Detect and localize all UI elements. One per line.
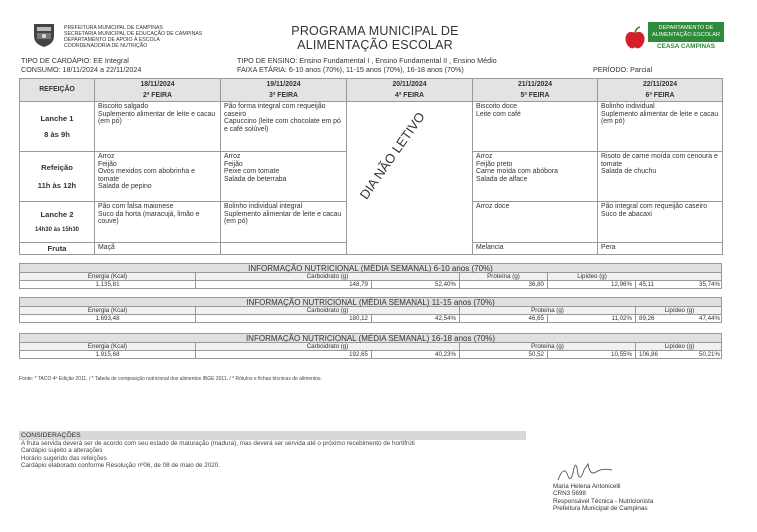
row-time: 11h às 12h: [37, 180, 77, 190]
carb-label: Carboidrato (g): [196, 307, 460, 314]
menu-item: Biscoito doce: [476, 103, 517, 110]
menu-item: Arroz: [476, 153, 493, 160]
carb-grams: 148,79: [196, 281, 372, 288]
energia-label: Energia (Kcal): [20, 343, 196, 350]
day-header: [221, 79, 347, 102]
carb-percent: 40,23%: [372, 351, 460, 358]
day-date: 18/11/2024: [140, 80, 175, 88]
lip-percent: 47,44%: [699, 315, 720, 322]
prot-percent: 11,02%: [548, 315, 636, 322]
holiday-text: DIA NÃO LETIVO: [356, 109, 428, 202]
row-label: [20, 202, 95, 243]
row-time: 14h30 às 15h30: [34, 226, 80, 233]
signer-name: Maria Helena Antonicelli: [553, 483, 621, 490]
lip-values: [636, 281, 723, 288]
signer-org: Prefeitura Municipal de Campinas: [553, 505, 648, 513]
menu-item: Feijão: [98, 160, 117, 168]
prot-label: Proteína (g): [460, 273, 548, 280]
energia-value: 1.135,81: [20, 281, 196, 288]
lip-percent: 35,74%: [699, 281, 720, 288]
signer-role: Responsável Técnica - Nutricionista: [553, 497, 654, 505]
menu-item: Suplemento alimentar de leite e cacau (em pó): [98, 110, 216, 126]
day-header: [473, 79, 598, 102]
source-note: Fonte: * TACO 4ª Edição 2011. / * Tabela de composição nutricional dos alimentos IBGE 2011. / * Rótulos e fichas técnicas de alimentos.: [19, 376, 322, 382]
energia-label: Energia (Kcal): [20, 273, 196, 280]
menu-item: Carne moída com abóbora: [476, 168, 558, 176]
menu-item: Risoto de carne moída com cenoura e tomate: [601, 153, 718, 168]
menu-item: Peixe com tomate: [224, 168, 280, 176]
nutrition-header-row: [19, 273, 722, 281]
day-header: [598, 79, 723, 102]
menu-item: Feijão: [224, 160, 243, 168]
lip-label: Lipídeo (g): [577, 273, 607, 280]
table-row: [20, 102, 723, 152]
lip-grams: 45,11: [639, 281, 655, 288]
lip-grams: 89,26: [639, 315, 655, 322]
prot-grams: 36,80: [460, 281, 548, 288]
nutrition-title: INFORMAÇÃO NUTRICIONAL (MÉDIA SEMANAL) 16-18 anos (70%): [19, 333, 722, 343]
consideracao-line: Cardápio sujeito a alterações: [21, 447, 103, 455]
carb-grams: 180,12: [196, 315, 372, 322]
day-header: [347, 79, 473, 102]
faixa-etaria: FAIXA ETÁRIA: 6-10 anos (70%), 11-15 anos (70%), 16-18 anos (70%): [237, 65, 464, 74]
menu-cell: Pera: [598, 243, 723, 255]
menu-cell: [95, 152, 221, 202]
prot-percent: 12,96%: [548, 281, 636, 288]
department-logo: [624, 22, 724, 54]
row-time: 8 às 9h: [44, 129, 70, 139]
menu-item: Arroz: [224, 153, 241, 160]
menu-cell: Maçã: [95, 243, 221, 255]
consideracao-line: Cardápio elaborado conforme Resolução nº06, de 08 de maio de 2020.: [21, 462, 221, 470]
day-weekday: 6ª FEIRA: [645, 91, 675, 99]
row-label-text: Lanche 1: [40, 113, 74, 123]
day-header: [95, 79, 221, 102]
page-title: [255, 24, 495, 52]
lip-values: [636, 351, 723, 358]
day-weekday: 3ª FEIRA: [269, 91, 298, 99]
day-date: 20/11/2024: [392, 80, 427, 88]
menu-item: Ovos mexidos com abobrinha e tomate: [98, 168, 195, 183]
badge-line-1: DEPARTAMENTO DE: [658, 25, 714, 31]
carb-grams: 192,65: [196, 351, 372, 358]
menu-item: Leite com café: [476, 110, 521, 118]
menu-item: Pão com falsa maionese: [98, 203, 174, 210]
signer-crn: CRN3 5698: [553, 490, 586, 498]
nutrition-value-row: [19, 281, 722, 289]
menu-cell: [473, 152, 598, 202]
consideracoes-list: [21, 440, 415, 470]
nutrition-header-row: [19, 307, 722, 315]
signature-block: [553, 483, 653, 513]
menu-item: Bolinho individual integral: [224, 203, 303, 210]
tipo-ensino: TIPO DE ENSINO: Ensino Fundamental I , Ensino Fundamental II , Ensino Médio: [237, 56, 497, 65]
prot-grams: 46,65: [460, 315, 548, 322]
apple-icon: [624, 26, 646, 50]
energia-value: 1.915,68: [20, 351, 196, 358]
menu-cell: [221, 243, 347, 255]
org-line: DEPARTAMENTO DE APOIO À ESCOLA: [64, 37, 160, 43]
nutrition-title: INFORMAÇÃO NUTRICIONAL (MÉDIA SEMANAL) 6-10 anos (70%): [19, 263, 722, 273]
energia-value: 1.693,48: [20, 315, 196, 322]
nutrition-title: INFORMAÇÃO NUTRICIONAL (MÉDIA SEMANAL) 11-15 anos (70%): [19, 297, 722, 307]
prot-grams: 50,52: [460, 351, 548, 358]
menu-item: Arroz: [98, 153, 115, 160]
badge-line-2: ALIMENTAÇÃO ESCOLAR: [652, 32, 720, 38]
carb-percent: 42,54%: [372, 315, 460, 322]
menu-item: Biscoito salgado: [98, 103, 149, 110]
menu-cell: [473, 102, 598, 152]
day-weekday: 2ª FEIRA: [143, 91, 172, 99]
lip-percent: 50,21%: [699, 351, 720, 358]
row-label-text: Refeição: [41, 162, 73, 172]
row-label-text: Lanche 2: [40, 209, 74, 219]
prot-label: Proteína (g): [460, 343, 636, 350]
menu-cell: [473, 202, 598, 243]
title-line-2: ALIMENTAÇÃO ESCOLAR: [297, 38, 453, 52]
row-label-text: Fruta: [20, 243, 95, 255]
consideracoes-title: CONSIDERAÇÕES: [19, 431, 526, 440]
menu-cell: [221, 202, 347, 243]
menu-cell: [221, 152, 347, 202]
prot-label: Proteína (g): [460, 307, 636, 314]
day-date: 22/11/2024: [642, 80, 678, 88]
menu-cell: [95, 102, 221, 152]
department-badge: [648, 22, 724, 42]
menu-cell: [221, 102, 347, 152]
lip-grams: 106,86: [639, 351, 658, 358]
carb-percent: 52,40%: [372, 281, 460, 288]
periodo: PERÍODO: Parcial: [593, 65, 653, 74]
menu-table: [19, 78, 723, 255]
menu-cell: [95, 202, 221, 243]
carb-label: Carboidrato (g): [196, 273, 460, 280]
tipo-cardapio: TIPO DE CARDÁPIO: EE Integral: [21, 56, 129, 65]
nutrition-block: [19, 263, 722, 289]
menu-item: Bolinho individual: [601, 103, 655, 110]
menu-cell: [598, 202, 723, 243]
org-line: COORDENADORIA DE NUTRIÇÃO: [64, 43, 148, 49]
menu-cell: [598, 102, 723, 152]
menu-item: Salada de pepino: [98, 183, 152, 191]
menu-cell: Melancia: [473, 243, 598, 255]
menu-item: Suco da horta (maracujá, limão e couve): [98, 210, 200, 226]
day-weekday: 4ª FEIRA: [395, 91, 424, 99]
consumo: CONSUMO: 18/11/2024 a 22/11/2024: [21, 65, 142, 74]
lip-label: Lipídeo (g): [664, 307, 695, 314]
day-weekday: 5ª FEIRA: [520, 91, 550, 99]
menu-item: Salada de chuchu: [601, 168, 657, 176]
menu-item: Feijão preto: [476, 160, 513, 168]
nutrition-header-row: [19, 343, 722, 351]
organization-lines: [64, 25, 202, 49]
menu-cell: [598, 152, 723, 202]
row-label: [20, 102, 95, 152]
holiday-cell: [347, 102, 473, 255]
menu-item: Suplemento alimentar de leite e cacau (em pó): [224, 210, 342, 226]
city-crest-logo: [30, 22, 58, 48]
nutrition-block: [19, 297, 722, 323]
nutrition-value-row: [19, 315, 722, 323]
day-date: 19/11/2024: [266, 80, 301, 88]
table-header-row: [20, 79, 723, 102]
ceasa-label: CEASA CAMPINAS: [657, 43, 715, 50]
menu-item: Salada de beterraba: [224, 175, 287, 183]
menu-item: Arroz doce: [476, 203, 510, 210]
menu-item: Suco de abacaxi: [601, 210, 652, 218]
title-line-1: PROGRAMA MUNICIPAL DE: [291, 24, 459, 38]
consideracao-line: A fruta servida deverá ser de acordo com seu estado de maturação (madura), mas deverá ser servida até o próximo recebimento de hortifrúti: [21, 440, 415, 447]
nutrition-block: [19, 333, 722, 359]
menu-item: Capuccino (leite com chocolate em pó e café solúvel): [224, 118, 341, 133]
consideracao-line: Horário sugerido das refeições: [21, 454, 107, 462]
energia-label: Energia (Kcal): [20, 307, 196, 314]
org-line: SECRETARIA MUNICIPAL DE EDUCAÇÃO DE CAMPINAS: [64, 31, 203, 37]
menu-item: Suplemento alimentar de leite e cacau (em pó): [601, 110, 719, 126]
carb-label: Carboidrato (g): [196, 343, 460, 350]
menu-item: Pão integral com requeijão caseiro: [601, 203, 708, 210]
lip-label: Lipídeo (g): [664, 343, 695, 350]
prot-percent: 10,55%: [548, 351, 636, 358]
day-date: 21/11/2024: [517, 80, 553, 88]
refeicao-header: REFEIÇÃO: [20, 79, 95, 102]
row-label: [20, 152, 95, 202]
lip-values: [636, 315, 723, 322]
org-line: PREFEITURA MUNICIPAL DE CAMPINAS: [64, 25, 163, 31]
menu-item: Salada de alface: [476, 175, 528, 183]
nutrition-value-row: [19, 351, 722, 359]
menu-item: Pão forma integral com requeijão caseiro: [224, 103, 326, 118]
